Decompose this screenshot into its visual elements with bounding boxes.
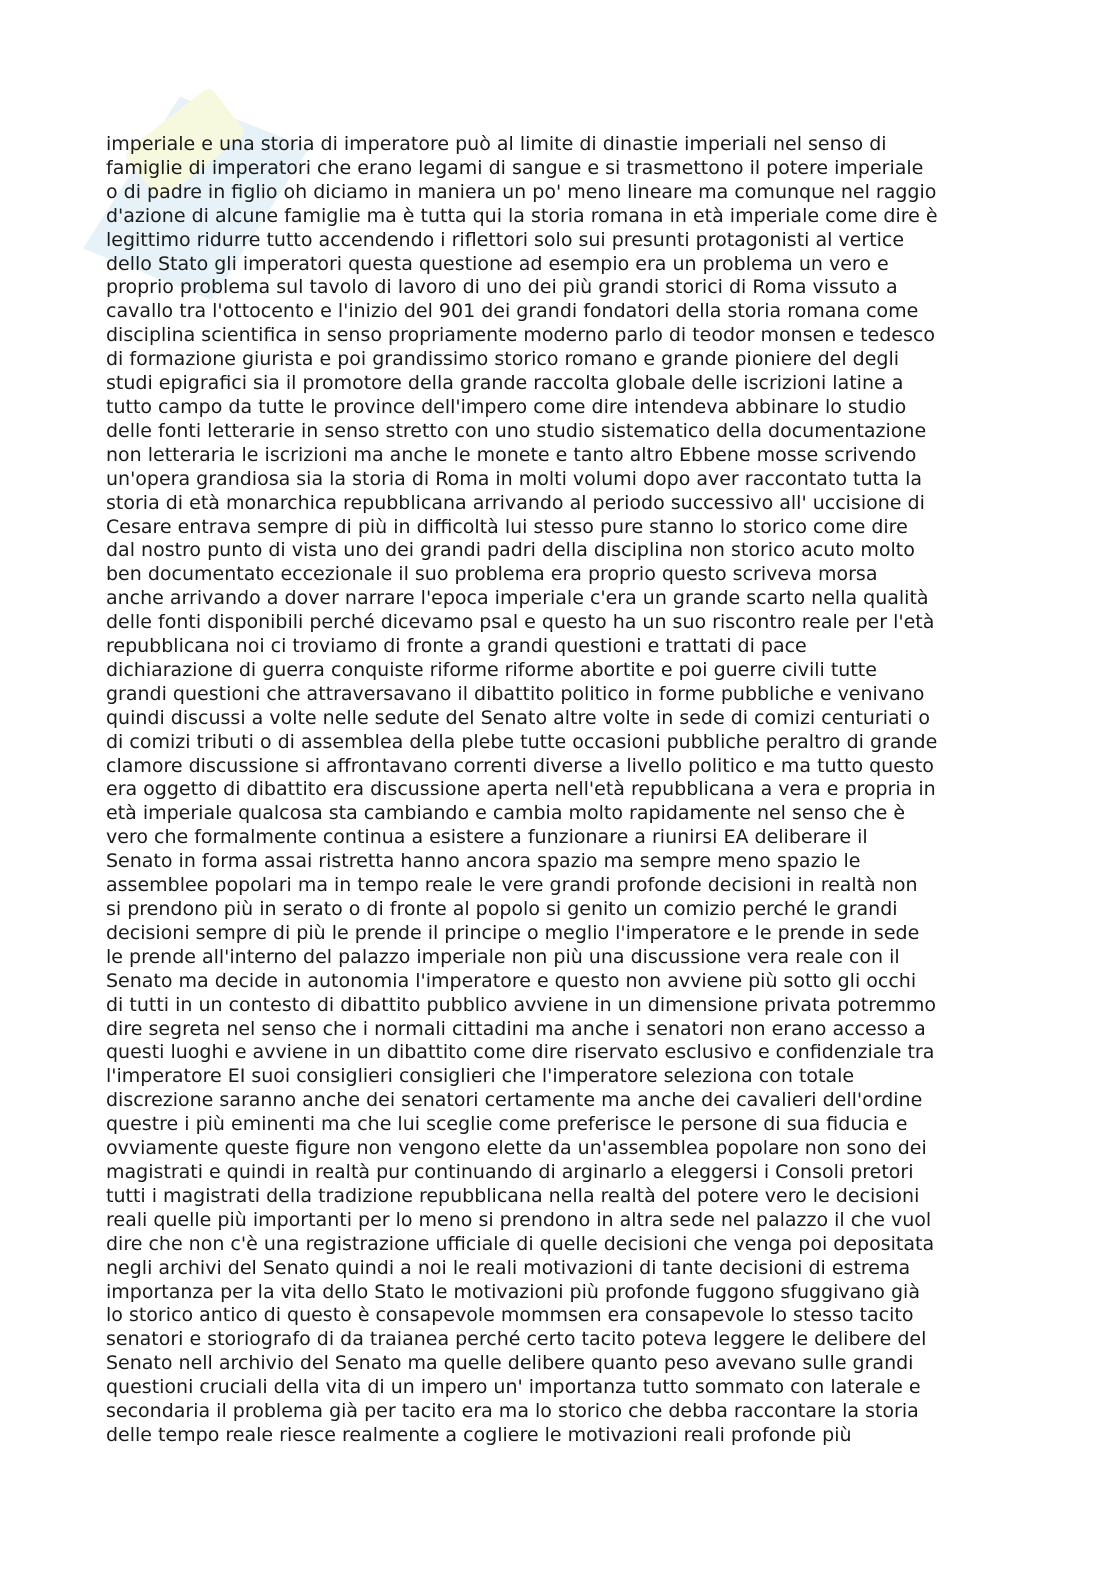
text-line: delle fonti letterarie in senso stretto con uno studio sistematico della documentazione — [106, 419, 927, 442]
text-line: questioni cruciali della vita di un impero un' importanza tutto sommato con laterale e — [106, 1376, 921, 1399]
text-line: senatori e storiografo di da traianea perché certo tacito poteva leggere le delibere del — [106, 1328, 927, 1351]
text-line: dichiarazione di guerra conquiste riforme riforme abortite e poi guerre civili tutte — [106, 658, 877, 681]
text-line: si prendono più in serato o di fronte al popolo si genito un comizio perché le grandi — [106, 898, 898, 920]
text-line: di formazione giurista e poi grandissimo storico romano e grande pioniere del degli — [106, 348, 900, 371]
text-line: non letteraria le iscrizioni ma anche le monete e tanto altro Ebbene mosse scrivendo — [106, 443, 917, 466]
text-line: repubblicana noi ci troviamo di fronte a grandi questioni e trattati di pace — [106, 635, 807, 658]
text-line: ovviamente queste figure non vengono elette da un'assemblea popolare non sono dei — [106, 1137, 927, 1160]
text-line: cavallo tra l'ottocento e l'inizio del 901 dei grandi fondatori della storia romana come — [106, 300, 919, 323]
text-line: di comizi tributi o di assemblea della plebe tutte occasioni pubbliche peraltro di grande — [106, 730, 938, 753]
text-line: vero che formalmente continua a esistere a funzionare a riunirsi EA deliberare il — [106, 826, 868, 849]
text-line: proprio problema sul tavolo di lavoro di uno dei più grandi storici di Roma vissuto a — [106, 276, 898, 299]
text-line: tutto campo da tutte le province dell'impero come dire intendeva abbinare lo studio — [106, 395, 907, 418]
text-line: di tutti in un contesto di dibattito pubblico avviene in un dimensione privata potremmo — [106, 993, 936, 1016]
text-line: famiglie di imperatori che erano legami di sangue e si trasmettono il potere imperiale — [106, 156, 924, 179]
text-line: grandi questioni che attraversavano il dibattito politico in forme pubbliche e venivano — [106, 682, 925, 705]
text-line: Cesare entrava sempre di più in difficoltà lui stesso pure stanno lo storico come dire — [106, 515, 908, 538]
text-line: dal nostro punto di vista uno dei grandi padri della disciplina non storico acuto molto — [106, 539, 915, 562]
text-line: questi luoghi e avviene in un dibattito come dire riservato esclusivo e confidenziale tra — [106, 1041, 935, 1064]
text-line: le prende all'interno del palazzo imperiale non più una discussione vera reale con il — [106, 945, 900, 968]
text-line: ben documentato eccezionale il suo problema era proprio questo scriveva morsa — [106, 563, 878, 586]
text-line: delle tempo reale riesce realmente a cogliere le motivazioni reali profonde più — [106, 1423, 852, 1446]
text-line: quindi discussi a volte nelle sedute del Senato altre volte in sede di comizi centuriati o — [106, 706, 931, 729]
text-line: delle fonti disponibili perché dicevamo psal e questo ha un suo riscontro reale per l'età — [106, 611, 935, 634]
text-line: assemblee popolari ma in tempo reale le vere grandi profonde decisioni in realtà non — [106, 874, 918, 897]
text-line: negli archivi del Senato quindi a noi le reali motivazioni di tante decisioni di estrema — [106, 1256, 911, 1279]
text-line: Senato in forma assai ristretta hanno ancora spazio ma sempre meno spazio le — [106, 850, 861, 873]
text-line: disciplina scientifica in senso propriamente moderno parlo di teodor monsen e tedesco — [106, 324, 935, 347]
text-line: dire segreta nel senso che i normali cittadini ma anche i senatori non erano accesso a — [106, 1017, 926, 1040]
text-line: età imperiale qualcosa sta cambiando e cambia molto rapidamente nel senso che è — [106, 802, 906, 825]
text-line: dire che non c'è una registrazione ufficiale di quelle decisioni che venga poi depositata — [106, 1232, 935, 1255]
text-line: studi epigrafici sia il promotore della grande raccolta globale delle iscrizioni latine a — [106, 372, 904, 395]
text-line: tutti i magistrati della tradizione repubblicana nella realtà del potere vero le decisioni — [106, 1184, 920, 1207]
text-line: clamore discussione si affrontavano correnti diverse a livello politico e ma tutto questo — [106, 754, 934, 777]
text-line: importanza per la vita dello Stato le motivazioni più profonde fuggono sfuggivano già — [106, 1280, 920, 1303]
text-line: era oggetto di dibattito era discussione aperta nell'età repubblicana a vera e propria in — [106, 778, 936, 801]
text-line: anche arrivando a dover narrare l'epoca imperiale c'era un grande scarto nella qualità — [106, 587, 929, 610]
text-line: un'opera grandiosa sia la storia di Roma in molti volumi dopo aver raccontato tutta la — [106, 467, 922, 490]
text-line: storia di età monarchica repubblicana arrivando al periodo successivo all' uccisione di — [106, 491, 925, 514]
text-line: l'imperatore EI suoi consiglieri consiglieri che l'imperatore seleziona con totale — [106, 1065, 855, 1088]
text-line: o di padre in figlio oh diciamo in maniera un po' meno lineare ma comunque nel raggio — [106, 180, 937, 203]
text-line: dello Stato gli imperatori questa questione ad esempio era un problema un vero e — [106, 252, 889, 275]
text-line: d'azione di alcune famiglie ma è tutta qui la storia romana in età imperiale come dire è — [106, 204, 938, 227]
text-line: discrezione saranno anche dei senatori certamente ma anche dei cavalieri dell'ordine — [106, 1089, 923, 1112]
text-line: Senato ma decide in autonomia l'imperatore e questo non avviene più sotto gli occhi — [106, 969, 917, 992]
text-line: reali quelle più importanti per lo meno si prendono in altra sede nel palazzo il che vuol — [106, 1208, 932, 1231]
text-line: lo storico antico di questo è consapevole mommsen era consapevole lo stesso tacito — [106, 1304, 914, 1327]
text-line: questre i più eminenti ma che lui sceglie come preferisce le persone di sua fiducia e — [106, 1113, 908, 1136]
text-line: decisioni sempre di più le prende il principe o meglio l'imperatore e le prende in sede — [106, 921, 920, 944]
text-line: magistrati e quindi in realtà pur continuando di arginarlo a eleggersi i Consoli pretori — [106, 1160, 914, 1183]
text-line: legittimo ridurre tutto accendendo i riflettori solo sui presunti protagonisti al vertice — [106, 228, 905, 251]
text-line: imperiale e una storia di imperatore può al limite di dinastie imperiali nel senso di — [106, 133, 887, 155]
document-text — [106, 133, 1016, 1448]
text-line: Senato nell archivio del Senato ma quelle delibere quanto peso avevano sulle grandi — [106, 1352, 914, 1375]
text-line: secondaria il problema già per tacito era ma lo storico che debba raccontare la storia — [106, 1400, 919, 1423]
